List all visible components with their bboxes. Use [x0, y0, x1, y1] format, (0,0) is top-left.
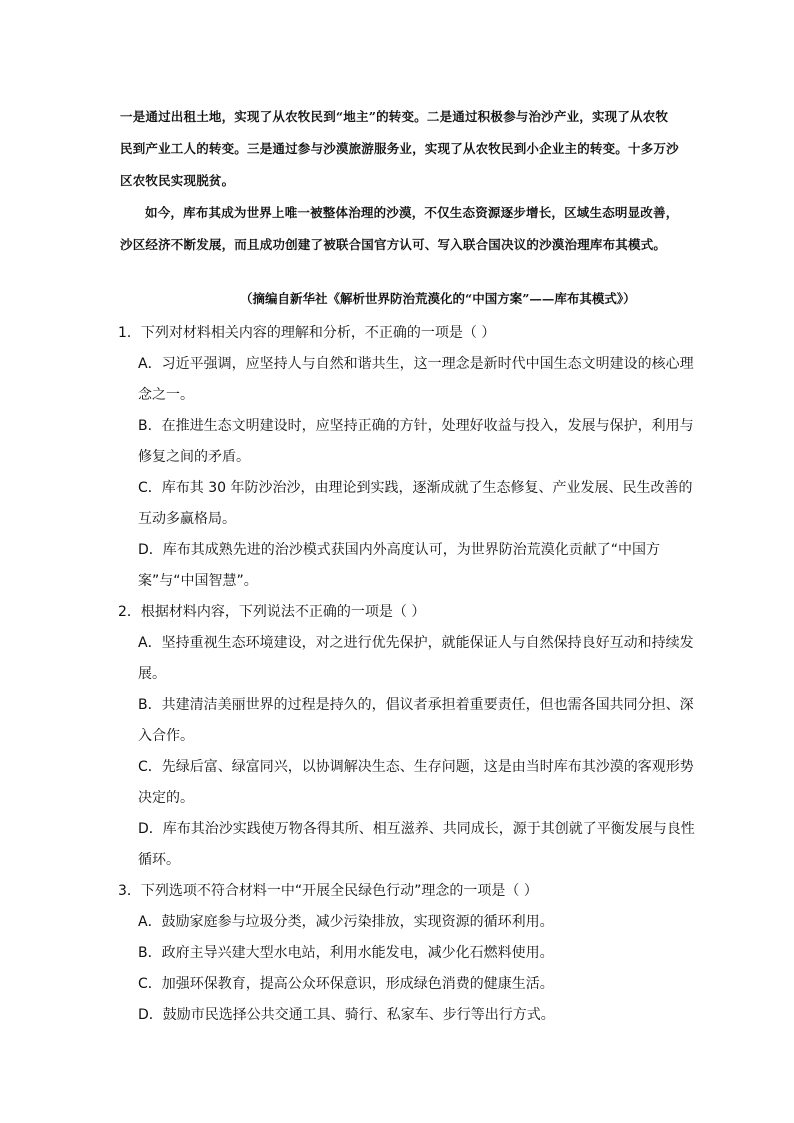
option-d: D．库布其成熟先进的治沙模式获国内外高度认可，为世界防治荒漠化贡献了“中国方案”与“中国智慧”。	[138, 542, 661, 589]
option-a: A．鼓励家庭参与垃圾分类，减少污染排放，实现资源的循环利用。	[138, 914, 554, 930]
passage-paragraph-2: 如今，库布其成为世界上唯一被整体治理的沙漠，不仅生态资源逐步增长，区域生态明显改善，沙区经济不断发展，而且成功创建了被联合国官方认可、写入联合国决议的沙漠治理库布其模式。	[120, 205, 679, 252]
option-c: C．先绿后富、绿富同兴，以协调解决生态、生存问题，这是由当时库布其沙漠的客观形势决定的。	[138, 759, 694, 806]
option-a: A．坚持重视生态环境建设，对之进行优先保护，就能保证人与自然保持良好互动和持续发展。	[138, 635, 694, 682]
option-d: D．鼓励市民选择公共交通工具、骑行、私家车、步行等出行方式。	[138, 1007, 555, 1023]
passage-paragraph-1: 一是通过出租土地，实现了从农牧民到“地主”的转变。二是通过积极参与治沙产业，实现了从农牧民到产业工人的转变。三是通过参与沙漠旅游服务业，实现了从农牧民到小企业主的转变。十多万沙区农牧民实现脱贫。	[120, 109, 679, 188]
question-stem: 3．下列选项不符合材料一中“开展全民绿色行动”理念的一项是（ ）	[118, 883, 538, 899]
option-c: C．加强环保教育，提高公众环保意识，形成绿色消费的健康生活。	[138, 976, 554, 992]
option-b: B．在推进生态文明建设时，应坚持正确的方针，处理好收益与投入，发展与保护，利用与修复之间的矛盾。	[138, 418, 694, 465]
option-b: B．共建清洁美丽世界的过程是持久的，倡议者承担着重要责任，但也需各国共同分担、深入合作。	[138, 697, 694, 744]
question-1	[118, 318, 698, 597]
option-a: A．习近平强调，应坚持人与自然和谐共生，这一理念是新时代中国生态文明建设的核心理念之一。	[138, 356, 694, 403]
question-list	[118, 318, 698, 1031]
question-3	[118, 876, 698, 1031]
option-b: B．政府主导兴建大型水电站，利用水能发电，减少化石燃料使用。	[138, 945, 554, 961]
option-c: C．库布其 30 年防沙治沙，由理论到实践，逐渐成就了生态修复、产业发展、民生改善的互动多赢格局。	[138, 480, 693, 527]
option-d: D．库布其治沙实践使万物各得其所、相互滋养、共同成长，源于其创就了平衡发展与良性循环。	[138, 821, 695, 868]
reading-passage	[120, 101, 680, 261]
question-stem: 1．下列对材料相关内容的理解和分析，不正确的一项是（ ）	[118, 325, 496, 341]
question-2	[118, 597, 698, 876]
question-stem: 2．根据材料内容，下列说法不正确的一项是（ ）	[118, 604, 426, 620]
passage-source: （摘编自新华社《解析世界防治荒漠化的“中国方案”——库布其模式》）	[240, 291, 636, 306]
